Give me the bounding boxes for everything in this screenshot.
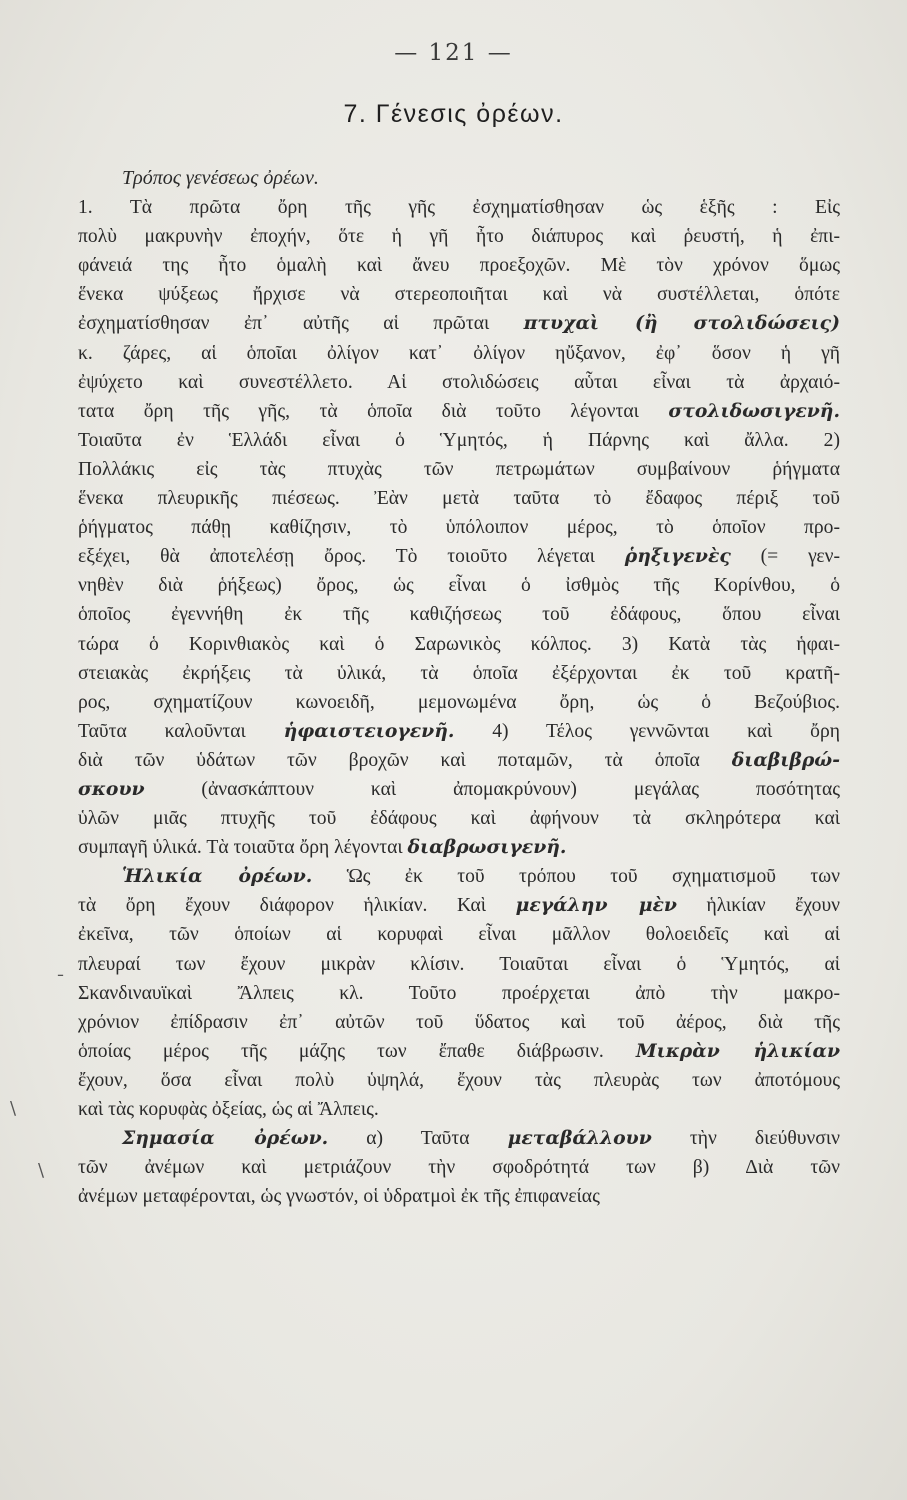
emphasized-term: μεγάλην μὲν	[515, 894, 677, 917]
text-run: 4) Τέλος γεννῶνται καὶ ὄρη	[454, 720, 840, 742]
emphasized-term: ἡφαιστειογενῆ.	[283, 719, 455, 742]
text-run: φάνειά της ἦτο ὁμαλὴ καὶ ἄνευ προεξοχῶν. Μὲ τὸν χρόνον ὅμως	[78, 255, 840, 277]
text-line	[78, 1124, 840, 1153]
text-run: καὶ τὰς κορυφὰς ὀξείας, ὡς αἱ Ἄλπεις.	[78, 1099, 379, 1120]
text-run: ἐψύχετο καὶ συνεστέλλετο. Αἱ στολιδώσεις αὗται εἶναι τὰ ἀρχαιό-	[78, 371, 840, 393]
paragraph-significance	[78, 1124, 840, 1211]
text-line	[78, 251, 840, 280]
text-line	[78, 833, 840, 862]
text-run: πλευραί των ἔχουν μικρὰν κλίσιν. Τοιαῦται εἶναι ὁ Ὑμητός, αἱ	[78, 953, 840, 975]
emphasized-term: σκουν	[78, 777, 145, 800]
text-line	[78, 1008, 840, 1037]
text-line	[78, 1066, 840, 1095]
text-line	[78, 1095, 840, 1124]
text-run: τῶν ἀνέμων καὶ μετριάζουν τὴν σφοδρότητά των β) Διὰ τῶν	[78, 1157, 840, 1179]
paragraph-formation	[78, 193, 840, 862]
text-run: Τοιαῦτα ἐν Ἑλλάδι εἶναι ὁ Ὑμητός, ἡ Πάρνης καὶ ἄλλα. 2)	[78, 429, 840, 451]
text-line	[78, 571, 840, 600]
text-run: ἕνεκα πλευρικῆς πιέσεως. Ἐὰν μετὰ ταῦτα τὸ ἔδαφος πέριξ τοῦ	[78, 488, 840, 510]
text-run: ἀνέμων μεταφέρονται, ὡς γνωστόν, οἱ ὑδρατμοὶ ἐκ τῆς ἐπιφανείας	[78, 1186, 600, 1208]
emphasized-term: Ἡλικία ὀρέων.	[122, 865, 313, 888]
emphasized-term: μεταβάλλουν	[507, 1127, 652, 1150]
text-line	[78, 1153, 840, 1182]
text-run: Πολλάκις εἰς τὰς πτυχὰς τῶν πετρωμάτων συμβαίνουν ῥήγματα	[78, 458, 840, 480]
text-run: ἐσχηματίσθησαν ἐπ᾽ αὐτῆς αἱ πρῶται	[78, 313, 524, 335]
page-body	[78, 164, 840, 1211]
text-run: πολὺ μακρυνὴν ἐποχήν, ὅτε ἡ γῆ ἦτο διάπυρος καὶ ῥευστή, ἡ ἐπι-	[78, 226, 840, 248]
text-line	[78, 426, 840, 455]
page-number: — 121 —	[394, 40, 513, 66]
text-run: ἕνεκα ψύξεως ἤρχισε νὰ στερεοποιῆται καὶ νὰ συστέλλεται, ὁπότε	[78, 284, 840, 306]
emphasized-term: Σημασία ὀρέων.	[122, 1127, 329, 1150]
text-line	[78, 804, 840, 833]
text-run: ἡλικίαν ἔχουν	[676, 895, 841, 917]
text-line	[78, 775, 840, 804]
text-run: α) Ταῦτα	[328, 1128, 508, 1150]
text-run: στειακὰς ἐκρήξεις τὰ ὑλικά, τὰ ὁποῖα ἐξέρχονται ἐκ τοῦ κρατῆ-	[78, 662, 840, 684]
text-run: συμπαγῆ ὑλικά. Τὰ τοιαῦτα ὄρη λέγονται	[78, 837, 408, 859]
emphasized-term: πτυχαὶ (ἢ στολιδώσεις)	[523, 312, 841, 335]
text-run: (ἀνασκάπτουν καὶ ἀπομακρύνουν) μεγάλας ποσότητας	[144, 778, 840, 800]
text-run: τὴν διεύθυνσιν	[651, 1128, 840, 1150]
text-line	[78, 513, 840, 542]
margin-mark: \	[10, 1098, 17, 1119]
text-line	[78, 368, 840, 397]
text-line	[78, 193, 840, 222]
margin-mark: \	[38, 1160, 45, 1181]
text-run: τώρα ὁ Κορινθιακὸς καὶ ὁ Σαρωνικὸς κόλπος. 3) Κατὰ τὰς ἡφαι-	[78, 633, 840, 655]
text-line	[78, 659, 840, 688]
text-line	[78, 717, 840, 746]
text-run: ρος, σχηματίζουν κωνοειδῆ, μεμονωμένα ὄρη, ὡς ὁ Βεζούβιος.	[78, 691, 840, 713]
section-heading: Τρόπος γενέσεως ὀρέων.	[122, 167, 319, 189]
text-run: κ. ζάρες, αἱ ὁποῖαι ὀλίγον κατ᾽ ὀλίγον ηὔξανον, ἐφ᾽ ὅσον ἡ γῆ	[78, 342, 840, 364]
text-run: ὑλῶν μιᾶς πτυχῆς τοῦ ἐδάφους καὶ ἀφήνουν τὰ σκληρότερα καὶ	[78, 808, 840, 830]
emphasized-term: στολιδωσιγενῆ.	[668, 399, 840, 422]
text-line	[78, 746, 840, 775]
text-run: ἔχουν, ὅσα εἶναι πολὺ ὑψηλά, ἔχουν τὰς πλευρὰς των ἀποτόμους	[78, 1069, 840, 1091]
text-line	[78, 397, 840, 426]
margin-mark: ˉ	[56, 972, 65, 993]
text-line	[78, 862, 840, 891]
text-run: ἐκεῖνα, τῶν ὁποίων αἱ κορυφαὶ εἶναι μᾶλλον θολοειδεῖς καὶ αἱ	[78, 924, 840, 946]
text-line	[78, 455, 840, 484]
text-line	[78, 920, 840, 949]
text-line	[78, 600, 840, 629]
text-line	[78, 339, 840, 368]
text-line	[78, 979, 840, 1008]
text-line	[78, 280, 840, 309]
text-line	[78, 950, 840, 979]
text-run: ῥήγματος πάθῃ καθίζησιν, τὸ ὑπόλοιπον μέρος, τὸ ὁποῖον προ-	[78, 517, 840, 539]
text-run: Σκανδιναυϊκαὶ Ἄλπεις κλ. Τοῦτο προέρχεται ἀπὸ τὴν μακρο-	[78, 982, 840, 1004]
text-run: Ταῦτα καλοῦνται	[78, 720, 284, 742]
text-run: 1. Τὰ πρῶτα ὄρη τῆς γῆς ἐσχηματίσθησαν ὡς ἑξῆς : Εἰς	[78, 197, 840, 219]
emphasized-term: Μικρὰν ἡλικίαν	[635, 1039, 841, 1062]
text-run: Ὡς ἐκ τοῦ τρόπου τοῦ σχηματισμοῦ των	[312, 866, 840, 888]
text-line	[78, 309, 840, 338]
text-line	[78, 1037, 840, 1066]
emphasized-term: διαβρωσιγενῆ.	[407, 836, 567, 859]
text-run: ὁποίας μέρος τῆς μάζης των ἔπαθε διάβρωσιν.	[78, 1040, 636, 1062]
text-run: χρόνιον ἐπίδρασιν ἐπ᾽ αὐτῶν τοῦ ὕδατος καὶ τοῦ ἀέρος, διὰ τῆς	[78, 1011, 840, 1033]
text-line	[78, 891, 840, 920]
text-line	[78, 688, 840, 717]
text-line	[78, 542, 840, 571]
text-run: εξέχει, θὰ ἀποτελέσῃ ὄρος. Τὸ τοιοῦτο λέγεται	[78, 546, 625, 568]
text-run: διὰ τῶν ὑδάτων τῶν βροχῶν καὶ ποταμῶν, τὰ ὁποῖα	[78, 749, 732, 771]
text-run: τατα ὄρη τῆς γῆς, τὰ ὁποῖα διὰ τοῦτο λέγονται	[78, 400, 669, 422]
text-line	[78, 1182, 840, 1211]
text-line	[78, 484, 840, 513]
text-line	[78, 222, 840, 251]
text-run: τὰ ὄρη ἔχουν διάφορον ἡλικίαν. Καὶ	[78, 895, 516, 917]
text-line	[78, 630, 840, 659]
emphasized-term: διαβιβρώ-	[731, 748, 840, 771]
text-run: (= γεν-	[730, 546, 841, 568]
text-run: ὁποῖος ἐγεννήθη ἐκ τῆς καθιζήσεως τοῦ ἐδάφους, ὅπου εἶναι	[78, 604, 840, 626]
paragraph-age	[78, 862, 840, 1124]
emphasized-term: ῥηξιγενὲς	[624, 545, 731, 568]
chapter-title: 7. Γένεσις ὀρέων.	[343, 100, 564, 128]
text-run: νηθὲν διὰ ῥήξεως) ὄρος, ὡς εἶναι ὁ ἰσθμὸς τῆς Κορίνθου, ὁ	[78, 575, 840, 597]
